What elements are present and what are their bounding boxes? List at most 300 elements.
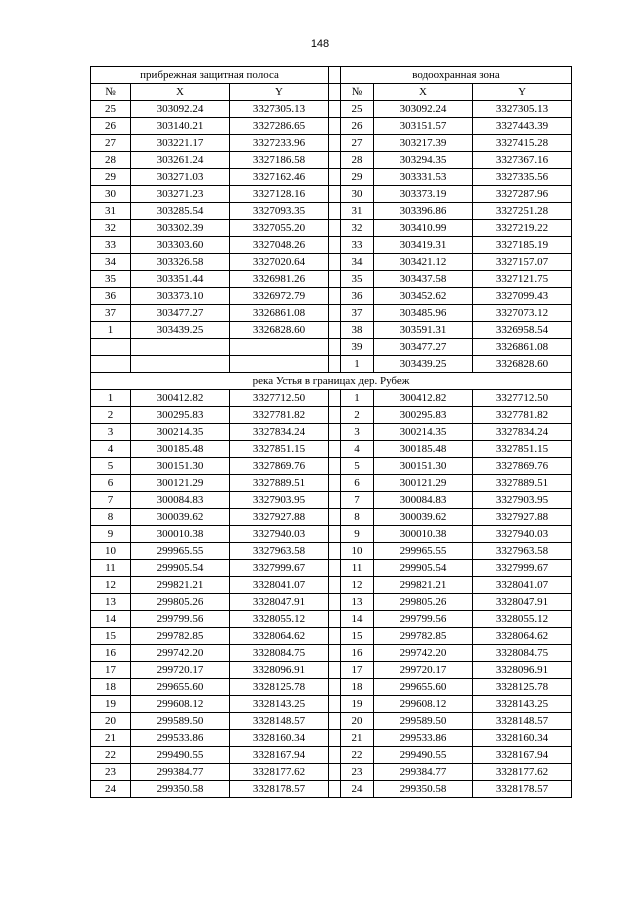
left-y-coordinate-cell: 3327020.64	[230, 254, 329, 271]
left-x-coordinate-cell: 303261.24	[131, 152, 230, 169]
column-gap	[329, 645, 341, 662]
right-x-coordinate-cell: 299965.55	[374, 543, 473, 560]
right-point-number-cell: 27	[341, 135, 374, 152]
left-x-coordinate-cell: 303373.10	[131, 288, 230, 305]
column-gap	[329, 628, 341, 645]
table-row	[91, 237, 572, 254]
left-y-coordinate-cell: 3328143.25	[230, 696, 329, 713]
right-y-coordinate-cell: 3327963.58	[473, 543, 572, 560]
right-x-coordinate-cell: 300039.62	[374, 509, 473, 526]
column-gap	[329, 492, 341, 509]
right-x-coordinate-cell: 300295.83	[374, 407, 473, 424]
table-row	[91, 424, 572, 441]
column-gap	[329, 186, 341, 203]
right-y-coordinate-cell: 3328167.94	[473, 747, 572, 764]
right-point-number-cell: 19	[341, 696, 374, 713]
left-x-coordinate-cell: 299965.55	[131, 543, 230, 560]
right-x-coordinate-cell: 303396.86	[374, 203, 473, 220]
left-x-coordinate-cell: 300121.29	[131, 475, 230, 492]
column-gap	[329, 305, 341, 322]
header-row	[91, 84, 572, 101]
left-y-coordinate-cell: 3328041.07	[230, 577, 329, 594]
column-gap	[329, 390, 341, 407]
column-gap	[329, 203, 341, 220]
right-y-coordinate-cell: 3327927.88	[473, 509, 572, 526]
right-point-number-cell: 14	[341, 611, 374, 628]
right-x-coordinate-cell: 300010.38	[374, 526, 473, 543]
left-y-coordinate-cell: 3327851.15	[230, 441, 329, 458]
left-point-number-cell: 28	[91, 152, 131, 169]
column-gap	[329, 730, 341, 747]
table-row	[91, 339, 572, 356]
right-point-number-cell: 20	[341, 713, 374, 730]
right-point-number-cell: 3	[341, 424, 374, 441]
left-point-number-cell: 10	[91, 543, 131, 560]
right-y-coordinate-cell: 3327367.16	[473, 152, 572, 169]
left-x-coordinate-cell: 300039.62	[131, 509, 230, 526]
right-x-coordinate-cell: 300151.30	[374, 458, 473, 475]
table-row	[91, 390, 572, 407]
left-x-coordinate-cell: 299905.54	[131, 560, 230, 577]
column-gap	[329, 339, 341, 356]
column-gap	[329, 118, 341, 135]
right-point-number-cell: 1	[341, 356, 374, 373]
left-y-coordinate-cell: 3327162.46	[230, 169, 329, 186]
right-point-number-cell: 24	[341, 781, 374, 798]
left-x-coordinate-cell: 303092.24	[131, 101, 230, 118]
left-point-number-cell: 2	[91, 407, 131, 424]
left-y-coordinate-cell: 3327903.95	[230, 492, 329, 509]
right-y-coordinate-cell: 3327073.12	[473, 305, 572, 322]
table-row	[91, 458, 572, 475]
right-point-number-cell: 33	[341, 237, 374, 254]
right-y-coordinate-cell: 3328084.75	[473, 645, 572, 662]
column-gap	[329, 84, 341, 101]
left-y-coordinate-cell: 3328167.94	[230, 747, 329, 764]
right-x-coordinate-cell: 303217.39	[374, 135, 473, 152]
coordinates-table	[90, 66, 572, 798]
right-y-coordinate-cell: 3327869.76	[473, 458, 572, 475]
column-gap	[329, 254, 341, 271]
table-row	[91, 492, 572, 509]
left-y-coordinate-cell: 3327963.58	[230, 543, 329, 560]
left-x-coordinate-cell: 300010.38	[131, 526, 230, 543]
left-point-number-cell: 26	[91, 118, 131, 135]
table-row	[91, 356, 572, 373]
left-x-coordinate-cell: 300084.83	[131, 492, 230, 509]
left-x-coordinate-cell: 299490.55	[131, 747, 230, 764]
left-y-coordinate-cell: 3328064.62	[230, 628, 329, 645]
column-gap	[329, 475, 341, 492]
column-gap	[329, 135, 341, 152]
table-row	[91, 203, 572, 220]
left-point-number-cell: 1	[91, 322, 131, 339]
left-y-coordinate-cell: 3328084.75	[230, 645, 329, 662]
table-row	[91, 577, 572, 594]
right-y-coordinate-cell: 3327999.67	[473, 560, 572, 577]
right-point-number-cell: 2	[341, 407, 374, 424]
table-row	[91, 305, 572, 322]
right-point-number-cell: 11	[341, 560, 374, 577]
table-row	[91, 543, 572, 560]
right-y-coordinate-cell: 3328177.62	[473, 764, 572, 781]
coordinates-table-body	[91, 67, 572, 798]
right-y-coordinate-cell: 3328047.91	[473, 594, 572, 611]
left-x-coordinate-cell: 299821.21	[131, 577, 230, 594]
right-x-coordinate-cell: 303437.58	[374, 271, 473, 288]
column-gap	[329, 764, 341, 781]
left-x-coordinate-cell: 300295.83	[131, 407, 230, 424]
left-x-coordinate-cell: 299799.56	[131, 611, 230, 628]
table-row	[91, 135, 572, 152]
table-row	[91, 696, 572, 713]
column-gap	[329, 594, 341, 611]
left-y-coordinate-cell: 3327927.88	[230, 509, 329, 526]
right-x-coordinate-cell: 299720.17	[374, 662, 473, 679]
left-point-number-cell: 30	[91, 186, 131, 203]
left-point-number-cell: 20	[91, 713, 131, 730]
right-y-coordinate-cell: 3327185.19	[473, 237, 572, 254]
table-row	[91, 662, 572, 679]
right-point-number-cell: 13	[341, 594, 374, 611]
right-x-coordinate-cell: 303439.25	[374, 356, 473, 373]
right-point-number-cell: 7	[341, 492, 374, 509]
right-y-coordinate-cell: 3328041.07	[473, 577, 572, 594]
left-y-coordinate-cell: 3327940.03	[230, 526, 329, 543]
left-x-coordinate-cell: 299350.58	[131, 781, 230, 798]
left-point-number-cell: 18	[91, 679, 131, 696]
table-row	[91, 628, 572, 645]
right-point-number-cell: 6	[341, 475, 374, 492]
column-gap	[329, 679, 341, 696]
left-point-number-cell: 31	[91, 203, 131, 220]
column-gap	[329, 101, 341, 118]
right-y-coordinate-cell: 3327889.51	[473, 475, 572, 492]
right-x-coordinate-cell: 303410.99	[374, 220, 473, 237]
right-y-coordinate-cell: 3328125.78	[473, 679, 572, 696]
left-point-number-cell: 15	[91, 628, 131, 645]
right-point-number-cell: 31	[341, 203, 374, 220]
table-row	[91, 288, 572, 305]
right-x-coordinate-cell: 299533.86	[374, 730, 473, 747]
column-gap	[329, 509, 341, 526]
column-gap	[329, 747, 341, 764]
right-y-coordinate-cell: 3327781.82	[473, 407, 572, 424]
right-y-coordinate-cell: 3328055.12	[473, 611, 572, 628]
right-y-coordinate-cell: 3327443.39	[473, 118, 572, 135]
table-row	[91, 730, 572, 747]
left-point-number-cell: 4	[91, 441, 131, 458]
left-point-number-cell: 25	[91, 101, 131, 118]
table-row	[91, 441, 572, 458]
left-point-number-cell	[91, 339, 131, 356]
table-row	[91, 747, 572, 764]
left-y-coordinate-cell: 3327712.50	[230, 390, 329, 407]
right-y-coordinate-cell: 3328160.34	[473, 730, 572, 747]
left-y-coordinate-cell: 3328148.57	[230, 713, 329, 730]
river-title-row	[91, 373, 572, 390]
table-row	[91, 560, 572, 577]
right-x-coordinate-cell: 299742.20	[374, 645, 473, 662]
table-row	[91, 407, 572, 424]
table-row	[91, 611, 572, 628]
left-point-number-cell: 29	[91, 169, 131, 186]
right-y-coordinate-cell: 3328148.57	[473, 713, 572, 730]
right-x-coordinate-cell: 300084.83	[374, 492, 473, 509]
right-point-number-cell: 39	[341, 339, 374, 356]
right-x-coordinate-cell: 303477.27	[374, 339, 473, 356]
left-point-number-cell: 13	[91, 594, 131, 611]
left-point-number-cell: 7	[91, 492, 131, 509]
right-x-coordinate-cell: 300185.48	[374, 441, 473, 458]
page-number: 148	[310, 38, 330, 50]
left-y-coordinate-cell: 3326981.26	[230, 271, 329, 288]
right-x-coordinate-cell: 303419.31	[374, 237, 473, 254]
right-x-coordinate-cell: 299805.26	[374, 594, 473, 611]
column-gap	[329, 543, 341, 560]
right-x-coordinate-cell: 300412.82	[374, 390, 473, 407]
right-y-coordinate-cell: 3327903.95	[473, 492, 572, 509]
left-x-coordinate-cell: 303140.21	[131, 118, 230, 135]
left-x-coordinate-cell: 300412.82	[131, 390, 230, 407]
right-point-number-cell: 5	[341, 458, 374, 475]
left-x-coordinate-cell: 303303.60	[131, 237, 230, 254]
left-x-coordinate-cell: 303477.27	[131, 305, 230, 322]
left-point-number-cell: 14	[91, 611, 131, 628]
left-point-number-cell: 33	[91, 237, 131, 254]
right-x-coordinate-cell: 303591.31	[374, 322, 473, 339]
left-y-coordinate-cell	[230, 339, 329, 356]
right-x-coordinate-cell: 299821.21	[374, 577, 473, 594]
right-x-coordinate-cell: 303452.62	[374, 288, 473, 305]
left-y-coordinate-cell: 3328160.34	[230, 730, 329, 747]
right-y-coordinate-cell: 3328143.25	[473, 696, 572, 713]
right-point-number-cell: 29	[341, 169, 374, 186]
column-gap	[329, 407, 341, 424]
table-row	[91, 509, 572, 526]
column-gap	[329, 577, 341, 594]
right-y-coordinate-cell: 3327335.56	[473, 169, 572, 186]
left-y-coordinate-cell: 3328047.91	[230, 594, 329, 611]
left-point-number-cell: 8	[91, 509, 131, 526]
right-number-header: №	[341, 84, 374, 101]
right-point-number-cell: 26	[341, 118, 374, 135]
left-x-coordinate-cell: 300185.48	[131, 441, 230, 458]
right-x-coordinate-cell: 303294.35	[374, 152, 473, 169]
left-y-coordinate-cell: 3327869.76	[230, 458, 329, 475]
right-x-coordinate-cell: 299589.50	[374, 713, 473, 730]
right-x-coordinate-cell: 303151.57	[374, 118, 473, 135]
right-point-number-cell: 21	[341, 730, 374, 747]
left-y-coordinate-cell	[230, 356, 329, 373]
column-gap	[329, 441, 341, 458]
left-y-coordinate-cell: 3326828.60	[230, 322, 329, 339]
left-x-coordinate-cell: 303302.39	[131, 220, 230, 237]
table-row	[91, 101, 572, 118]
column-gap	[329, 713, 341, 730]
right-point-number-cell: 9	[341, 526, 374, 543]
left-y-coordinate-cell: 3327889.51	[230, 475, 329, 492]
left-point-number-cell: 6	[91, 475, 131, 492]
right-point-number-cell: 4	[341, 441, 374, 458]
left-point-number-cell: 17	[91, 662, 131, 679]
right-y-coordinate-cell: 3328178.57	[473, 781, 572, 798]
left-y-coordinate-cell: 3327999.67	[230, 560, 329, 577]
right-y-coordinate-cell: 3328096.91	[473, 662, 572, 679]
water-protection-zone-title: водоохранная зона	[341, 67, 572, 84]
right-point-number-cell: 1	[341, 390, 374, 407]
river-section-title: река Устья в границах дер. Рубеж	[91, 373, 572, 390]
left-point-number-cell: 1	[91, 390, 131, 407]
column-gap	[329, 424, 341, 441]
column-gap	[329, 271, 341, 288]
right-y-coordinate-cell: 3327251.28	[473, 203, 572, 220]
left-x-coordinate-cell: 299742.20	[131, 645, 230, 662]
right-point-number-cell: 10	[341, 543, 374, 560]
left-x-coordinate-cell: 303326.58	[131, 254, 230, 271]
right-point-number-cell: 28	[341, 152, 374, 169]
right-point-number-cell: 30	[341, 186, 374, 203]
column-gap	[329, 220, 341, 237]
left-point-number-cell: 5	[91, 458, 131, 475]
right-point-number-cell: 32	[341, 220, 374, 237]
left-y-coordinate-cell: 3327286.65	[230, 118, 329, 135]
left-x-coordinate-cell: 303221.17	[131, 135, 230, 152]
column-gap	[329, 67, 341, 84]
right-x-coordinate-cell: 299350.58	[374, 781, 473, 798]
left-y-header: Y	[230, 84, 329, 101]
right-x-coordinate-cell: 299490.55	[374, 747, 473, 764]
left-point-number-cell: 32	[91, 220, 131, 237]
right-point-number-cell: 34	[341, 254, 374, 271]
left-y-coordinate-cell: 3328178.57	[230, 781, 329, 798]
right-y-coordinate-cell: 3327834.24	[473, 424, 572, 441]
right-point-number-cell: 38	[341, 322, 374, 339]
left-point-number-cell: 34	[91, 254, 131, 271]
left-point-number-cell: 11	[91, 560, 131, 577]
table-row	[91, 271, 572, 288]
left-point-number-cell: 24	[91, 781, 131, 798]
right-point-number-cell: 23	[341, 764, 374, 781]
right-point-number-cell: 37	[341, 305, 374, 322]
left-y-coordinate-cell: 3328096.91	[230, 662, 329, 679]
table-row	[91, 526, 572, 543]
right-y-coordinate-cell: 3327157.07	[473, 254, 572, 271]
column-gap	[329, 781, 341, 798]
column-gap	[329, 526, 341, 543]
right-point-number-cell: 25	[341, 101, 374, 118]
table-row	[91, 169, 572, 186]
right-x-coordinate-cell: 303092.24	[374, 101, 473, 118]
table-row	[91, 254, 572, 271]
table-row	[91, 118, 572, 135]
right-y-coordinate-cell: 3326828.60	[473, 356, 572, 373]
left-x-coordinate-cell	[131, 356, 230, 373]
right-x-header: X	[374, 84, 473, 101]
left-x-coordinate-cell: 299720.17	[131, 662, 230, 679]
right-y-coordinate-cell: 3326958.54	[473, 322, 572, 339]
left-x-coordinate-cell: 299805.26	[131, 594, 230, 611]
right-y-coordinate-cell: 3327940.03	[473, 526, 572, 543]
left-y-coordinate-cell: 3327055.20	[230, 220, 329, 237]
column-gap	[329, 662, 341, 679]
section-title-row	[91, 67, 572, 84]
left-number-header: №	[91, 84, 131, 101]
table-row	[91, 152, 572, 169]
left-x-coordinate-cell: 299608.12	[131, 696, 230, 713]
right-x-coordinate-cell: 303331.53	[374, 169, 473, 186]
table-row	[91, 679, 572, 696]
right-y-coordinate-cell: 3327287.96	[473, 186, 572, 203]
right-x-coordinate-cell: 303373.19	[374, 186, 473, 203]
left-point-number-cell: 27	[91, 135, 131, 152]
left-y-coordinate-cell: 3327781.82	[230, 407, 329, 424]
right-x-coordinate-cell: 299799.56	[374, 611, 473, 628]
left-point-number-cell: 23	[91, 764, 131, 781]
right-x-coordinate-cell: 299608.12	[374, 696, 473, 713]
right-y-header: Y	[473, 84, 572, 101]
column-gap	[329, 356, 341, 373]
right-x-coordinate-cell: 299655.60	[374, 679, 473, 696]
column-gap	[329, 288, 341, 305]
left-point-number-cell: 12	[91, 577, 131, 594]
table-row	[91, 475, 572, 492]
right-point-number-cell: 17	[341, 662, 374, 679]
left-y-coordinate-cell: 3328125.78	[230, 679, 329, 696]
left-x-coordinate-cell: 303439.25	[131, 322, 230, 339]
left-y-coordinate-cell: 3327834.24	[230, 424, 329, 441]
shore-strip-title: прибрежная защитная полоса	[91, 67, 329, 84]
right-y-coordinate-cell: 3327099.43	[473, 288, 572, 305]
left-point-number-cell: 9	[91, 526, 131, 543]
right-point-number-cell: 12	[341, 577, 374, 594]
right-y-coordinate-cell: 3327415.28	[473, 135, 572, 152]
left-point-number-cell	[91, 356, 131, 373]
left-y-coordinate-cell: 3327093.35	[230, 203, 329, 220]
left-point-number-cell: 22	[91, 747, 131, 764]
left-point-number-cell: 16	[91, 645, 131, 662]
left-x-coordinate-cell: 300214.35	[131, 424, 230, 441]
left-x-coordinate-cell: 299782.85	[131, 628, 230, 645]
left-point-number-cell: 35	[91, 271, 131, 288]
right-y-coordinate-cell: 3326861.08	[473, 339, 572, 356]
table-row	[91, 713, 572, 730]
table-row	[91, 645, 572, 662]
left-point-number-cell: 21	[91, 730, 131, 747]
table-row	[91, 220, 572, 237]
right-x-coordinate-cell: 303485.96	[374, 305, 473, 322]
left-x-coordinate-cell: 299655.60	[131, 679, 230, 696]
right-y-coordinate-cell: 3327712.50	[473, 390, 572, 407]
left-y-coordinate-cell: 3327233.96	[230, 135, 329, 152]
right-point-number-cell: 8	[341, 509, 374, 526]
left-x-coordinate-cell	[131, 339, 230, 356]
left-point-number-cell: 37	[91, 305, 131, 322]
table-row	[91, 781, 572, 798]
left-x-coordinate-cell: 300151.30	[131, 458, 230, 475]
column-gap	[329, 322, 341, 339]
table-row	[91, 764, 572, 781]
right-point-number-cell: 36	[341, 288, 374, 305]
left-y-coordinate-cell: 3328177.62	[230, 764, 329, 781]
right-point-number-cell: 16	[341, 645, 374, 662]
column-gap	[329, 560, 341, 577]
table-row	[91, 322, 572, 339]
left-x-coordinate-cell: 299533.86	[131, 730, 230, 747]
column-gap	[329, 611, 341, 628]
left-y-coordinate-cell: 3327048.26	[230, 237, 329, 254]
column-gap	[329, 152, 341, 169]
